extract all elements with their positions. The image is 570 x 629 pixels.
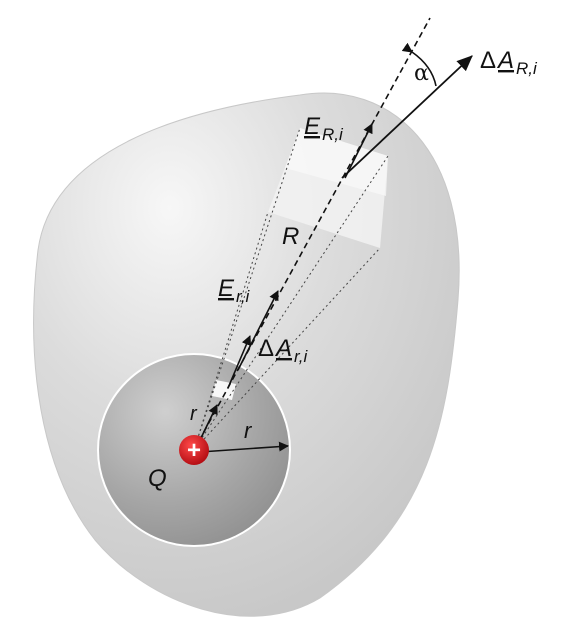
charge-symbol: +: [186, 437, 202, 464]
area-outer-main: A: [498, 47, 515, 74]
area-inner-main: A: [276, 335, 293, 362]
angle-label: α: [414, 61, 429, 86]
inner-radius-label: r: [244, 418, 252, 443]
field-outer-main: E: [304, 113, 321, 140]
area-inner-sub: r,i: [294, 347, 308, 366]
field-inner-main: E: [218, 275, 235, 302]
field-inner-sub: r,i: [236, 287, 250, 306]
outer-distance-label: R: [282, 223, 300, 250]
area-outer-delta: Δ: [480, 47, 497, 74]
area-outer-label: [480, 47, 538, 78]
field-outer-sub: R,i: [322, 125, 343, 144]
charge-label: Q: [148, 465, 167, 492]
area-inner-delta: Δ: [258, 335, 275, 362]
area-outer-sub: R,i: [516, 59, 537, 78]
inner-radius-short-label: r: [190, 403, 197, 425]
